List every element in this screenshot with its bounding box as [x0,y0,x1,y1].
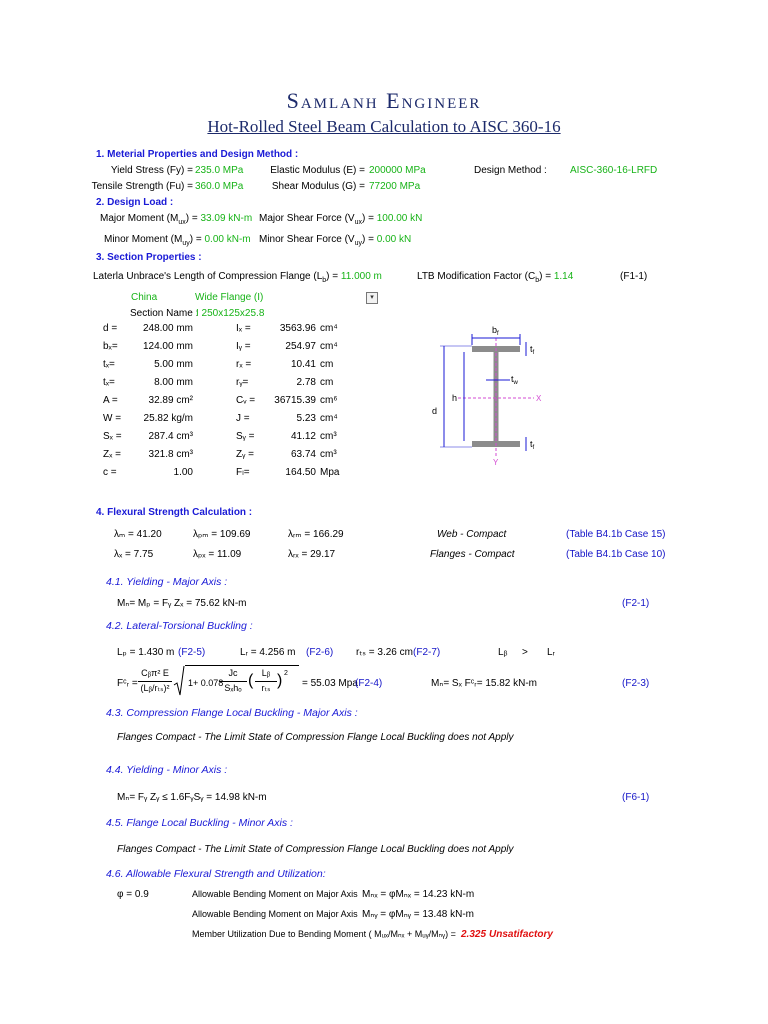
fcr-square: 2 [284,670,288,677]
prop-value: 164.50 [285,467,316,478]
sqrt-overline [185,665,299,666]
fcr-denominator: (Lᵦ/rₜₛ)² [140,683,170,693]
lambda-rf: λᵣₓ = 29.17 [288,549,336,560]
prop-value: 5.00 mm [154,359,193,370]
mux-row: Major Moment $(M_{ux}) = 33.09$ kN-m [100,213,253,226]
greater-than: > [522,647,528,658]
flange-status: Flanges - Compact [430,549,515,560]
prop-unit: cm⁴ [320,341,338,352]
lambda-f: λₓ = 7.75 [114,549,154,560]
page-subtitle: Hot-Rolled Steel Beam Calculation to AISC 360-16 [207,117,561,136]
muy-value[interactable]: 0.00 kN-m [204,234,251,245]
section-4-title: 4. Flexural Strength Calculation : [96,507,253,518]
e-label: Elastic Modulus (E) = [270,165,365,176]
design-method-value[interactable]: AISC-360-16-LRFD [570,165,658,176]
prop-row [236,377,376,395]
ibeam-diagram [428,318,568,478]
prop-symbol: Sᵧ = [236,431,255,442]
prop-symbol: c = [103,467,117,478]
prop-value: 124.00 mm [142,341,193,352]
lp-ref: (F2-5) [178,647,206,658]
prop-unit: cm [320,359,334,370]
lr-compare: Lᵣ [547,647,555,658]
fy-label: Yield Stress (Fy) = [110,165,193,176]
mux-value[interactable]: 33.09 kN-m [200,213,253,224]
fu-value[interactable]: 360.0 MPa [195,181,244,192]
prop-value: 254.97 [285,341,316,352]
fcr-jc: Jc [228,668,238,678]
prop-symbol: Fₗ= [236,467,250,478]
prop-value: 1.00 [173,467,193,478]
fcr-ref: (F2-4) [355,678,383,689]
mny-equation: Mₙᵧ = φMₙᵧ = 13.48 kN-m [362,909,475,920]
lb-compare: Lᵦ [498,647,508,658]
g-label: Shear Modulus (G) = [271,181,365,192]
prop-row [236,431,376,449]
company-title: Samlanh Engineer [286,88,482,113]
x-axis-label: X [536,394,542,403]
fcr-paren-open: ( [248,672,254,689]
prop-symbol: tₓ= [103,359,115,370]
prop-value: 10.41 [290,359,316,370]
prop-row [236,323,376,341]
s45-title: 4.5. Flange Local Buckling - Minor Axis : [106,817,293,829]
fcr-result: = 55.03 Mpa [302,678,358,689]
prop-symbol: Cᵥ = [236,395,256,406]
phi-value: φ = 0.9 [117,889,149,900]
prop-value: 287.4 cm³ [148,431,193,442]
web-status: Web - Compact [437,529,507,540]
s42-title: 4.2. Lateral-Torsional Buckling : [106,620,253,632]
mn-ltb: Mₙ= Sₓ Fᶜᵣ= 15.82 kN-m [431,678,538,689]
d-label: d [432,406,438,416]
lb-row: Laterla Unbrace's Length of Compression Flange $(L_b) = 11.000$ m [93,271,382,284]
e-value[interactable]: 200000 MPa [369,165,426,176]
rts-value: rₜₛ = 3.26 cm [356,647,413,658]
s44-title: 4.4. Yielding - Minor Axis : [106,764,228,776]
fcr-lb: Lᵦ [261,668,271,678]
s46-title: 4.6. Allowable Flexural Strength and Utilization: [106,868,326,880]
cb-value[interactable]: 1.14 [553,271,574,282]
s43-title: 4.3. Compression Flange Local Buckling - Major Axis : [106,707,358,719]
prop-row [103,341,253,359]
props-right [236,323,376,485]
h-label: h [452,393,458,403]
web-table-ref: (Table B4.1b Case 15) [566,529,666,540]
prop-row [236,413,376,431]
prop-unit: Mpa [320,467,340,478]
lambda-pf: λₚₓ = 11.09 [193,549,242,560]
fcr-paren-close: ) [277,672,283,689]
prop-symbol: Sₓ = [103,431,122,442]
prop-symbol: Zₓ = [103,449,122,460]
fcr-jc-bar [219,681,247,682]
prop-unit: cm⁴ [320,413,338,424]
mnx-equation: Mₙₓ = φMₙₓ = 14.23 kN-m [362,889,475,900]
section-name-label: Section Name : [130,308,199,319]
vuy-row: Minor Shear Force $(V_{uy}) = 0.00$ kN [259,234,412,247]
prop-value: 32.89 cm² [148,395,193,406]
y-axis-label: Y [493,458,499,467]
prop-symbol: rₓ = [236,359,252,370]
prop-value: 5.23 [296,413,316,424]
utilization-value: 2.325 [461,929,487,940]
lr-ref: (F2-6) [306,647,334,658]
bf-label: $b_f$ [492,325,499,337]
prop-value: 36715.39 [274,395,316,406]
prop-unit: cm³ [320,449,337,460]
lambda-rw: λᵣₘ = 166.29 [288,529,344,540]
lp-value: Lₚ = 1.430 m [117,647,175,658]
s44-equation: Mₙ= Fᵧ Zᵧ ≤ 1.6FᵧSᵧ = 14.98 kN-m [117,792,267,803]
section-2-title: 2. Design Load : [96,197,174,208]
prop-row [236,395,376,413]
fcr-lb-bar [255,681,277,682]
prop-symbol: A = [103,395,118,406]
section-dropdown-button[interactable] [366,292,378,304]
prop-value: 25.82 kg/m [143,413,193,424]
prop-value: 321.8 cm³ [148,449,193,460]
prop-row [103,377,253,395]
s44-ref: (F6-1) [622,792,650,803]
section-1-title: 1. Meterial Properties and Design Method : [96,149,299,160]
lb-value[interactable]: 11.000 m [340,271,382,282]
shape-value[interactable]: Wide Flange (I) [195,292,264,303]
prop-row [103,323,253,341]
design-method-label: Design Method : [474,165,547,176]
prop-symbol: tₓ= [103,377,115,388]
fcr-fraction-bar [138,681,172,682]
prop-symbol: J = [236,413,250,424]
vuy-value[interactable]: 0.00 kN [376,234,412,245]
utilization-status: Unsatifactory [489,929,553,940]
prop-symbol: Iₓ = [236,323,251,334]
section-name-value[interactable]: I 250x125x25.8 [196,308,265,319]
fcr-rts: rₜₛ [261,683,271,693]
vux-value[interactable]: 100.00 kN [376,213,423,224]
prop-row [236,449,376,467]
prop-row [236,359,376,377]
prop-value: 3563.96 [279,323,316,334]
prop-value: 41.12 [290,431,316,442]
prop-symbol: d = [103,323,118,334]
prop-symbol: Zᵧ = [236,449,254,460]
s41-title: 4.1. Yielding - Major Axis : [106,576,228,588]
sqrt-icon [173,665,185,697]
fcr-numerator: Cᵦπ² E [141,668,169,678]
fu-label: Tensile Strength (Fu) = [91,181,193,192]
prop-row [236,341,376,359]
prop-row [103,467,253,485]
lambda-w: λₘ = 41.20 [114,529,162,540]
prop-value: 8.00 mm [154,377,193,388]
s45-text: Flanges Compact - The Limit State of Compression Flange Local Buckling does not Apply [117,844,514,855]
prop-symbol: bₓ= [103,341,118,352]
fy-value[interactable]: 235.0 MPa [195,165,244,176]
lambda-pw: λₚₘ = 109.69 [193,529,251,540]
s43-text: Flanges Compact - The Limit State of Compression Flange Local Buckling does not Apply [117,732,514,743]
prop-unit: cm⁶ [320,395,338,406]
country-value[interactable]: China [131,292,158,303]
prop-value: 2.78 [296,377,316,388]
prop-row [103,359,253,377]
vux-row: Major Shear Force $(V_{ux}) = 100.00$ kN [259,213,423,226]
prop-symbol: rᵧ= [236,377,249,388]
mnx-label: Allowable Bending Moment on Major Axis [192,889,358,899]
prop-value: 248.00 mm [142,323,193,334]
prop-row [103,413,253,431]
mn-ltb-ref: (F2-3) [622,678,650,689]
tw-label: $t_w$ [511,374,518,386]
props-left [103,323,256,485]
s41-ref: (F2-1) [622,598,650,609]
prop-value: 63.74 [290,449,316,460]
g-value[interactable]: 77200 MPa [369,181,421,192]
tf-bottom-label: $t_f$ [530,439,535,451]
flange-table-ref: (Table B4.1b Case 10) [566,549,666,560]
prop-unit: cm [320,377,334,388]
mny-label: Allowable Bending Moment on Major Axis [192,909,358,919]
prop-row [103,449,253,467]
utilization-label: Member Utilization Due to Bending Moment ( Mᵤₓ/Mₙₓ + Mᵤᵧ/Mₙᵧ) = [192,929,456,939]
prop-symbol: W = [103,413,122,424]
prop-symbol: Iᵧ = [236,341,251,352]
chevron-down-icon: ▾ [370,294,374,301]
tf-top-label: $t_f$ [530,344,535,356]
lr-value: Lᵣ = 4.256 m [240,647,296,658]
prop-row [103,431,253,449]
cb-ref: (F1-1) [620,271,648,282]
section-3-title: 3. Section Properties : [96,252,202,263]
rts-ref: (F2-7) [413,647,441,658]
prop-row [236,467,376,485]
prop-row [103,395,256,413]
muy-row: Minor Moment $(M_{uy}) = 0.00$ kN-m [104,234,251,247]
prop-unit: cm³ [320,431,337,442]
fcr-sxho: Sₓhₒ [224,683,242,693]
cb-row: LTB Modification Factor $(C_b) = 1.14$ [417,271,574,284]
fcr-lhs: Fᶜᵣ = [117,678,138,689]
fcr-inner-1: 1+ 0.078 [188,678,224,688]
s41-equation: Mₙ= Mₚ = Fᵧ Zₓ = 75.62 kN-m [117,598,247,609]
prop-unit: cm⁴ [320,323,338,334]
